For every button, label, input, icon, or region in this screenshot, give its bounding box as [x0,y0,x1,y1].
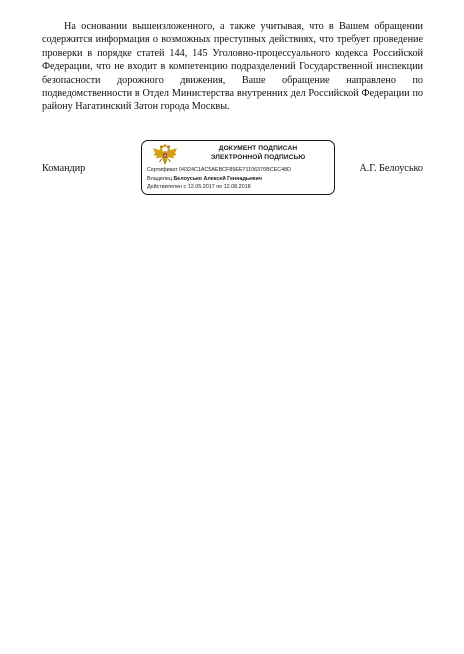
electronic-signature-stamp [141,140,335,195]
stamp-title-line2: ЭЛЕКТРОННОЙ ПОДПИСЬЮ [210,153,306,161]
stamp-validity-line: Действителен с 12.05.2017 по 12.08.2018 [147,184,251,190]
double-headed-eagle-emblem-icon [152,144,178,166]
owner-value: Белоусько Алексей Геннадьевич [173,176,262,182]
certificate-value: 04324C1AC5AEBCF89EE71106376BCEC48D [179,167,292,173]
owner-label: Владелец [147,176,172,182]
position-label: Командир [42,163,86,174]
body-paragraph: На основании вышеизложенного, а также учитывая, что в Вашем обращении содержится информация о возможных преступных действиях, что требует проведение проверки в порядке статей 144, 145 Уголовно-процессуального кодекса Российской Федерации, что не входит в компетенцию подразделений Государственной инспекции безопасности дорожного движения, Ваше обращение направлено по подведомственности в Отдел Министерства внутренних дел Российской Федерации по району Нагатинский Затон города Москвы. [42,21,423,113]
stamp-title [182,145,334,162]
stamp-title-line1: ДОКУМЕНТ ПОДПИСАН [218,145,298,152]
stamp-owner-line [147,176,262,183]
signer-name: А.Г. Белоусько [359,163,423,174]
certificate-label: Сертификат [147,167,178,173]
stamp-certificate-line [147,167,291,174]
